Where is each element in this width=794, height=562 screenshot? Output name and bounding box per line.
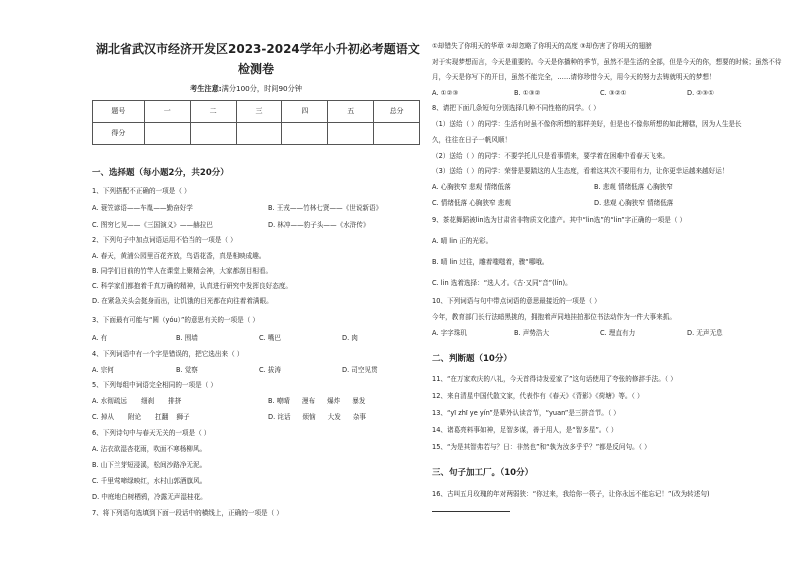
score-cell: 题号 <box>93 101 145 123</box>
q5-b-word: 爆炸 <box>327 397 341 405</box>
q6-option-b[interactable]: B. 山下兰芽短浸溪，松间沙路净无泥。 <box>92 461 207 469</box>
q3-option-c[interactable]: C. 嘴巴 <box>259 334 281 342</box>
section2-heading: 二、判断题（10分） <box>432 354 512 364</box>
q5-option-d[interactable] <box>268 413 366 421</box>
q4-option-d[interactable]: D. 司空见贯 <box>342 366 378 374</box>
q1-option-c[interactable]: C. 图穷匕见——《三国演义》——赫拉巴 <box>92 221 213 229</box>
score-table-header-row <box>93 101 420 123</box>
section3-heading: 三、句子加工厂。（10分） <box>432 468 534 478</box>
q5-b-word: B. 嘹晴 <box>268 397 290 405</box>
score-cell: 得分 <box>93 123 145 145</box>
q4-option-a[interactable]: A. 宗何 <box>92 366 114 374</box>
q8-sentence1-cont: 久，往往在日子一帆风顺！ <box>432 136 512 144</box>
q5-a-word: 排挤 <box>168 397 182 405</box>
q5-b-word: 暴发 <box>352 397 366 405</box>
q5-a-word: 细刹 <box>140 397 155 405</box>
score-cell: 总分 <box>374 101 420 123</box>
q5-option-a[interactable] <box>92 397 181 405</box>
q3-option-d[interactable]: D. 肉 <box>342 334 358 342</box>
score-cell: 五 <box>328 101 374 123</box>
judge-item[interactable]: 15、“为是其智弗若与？日：非然也”和“執为汝多乎乎？”都是反问句。（ ） <box>432 443 651 451</box>
q3-option-a[interactable]: A. 有 <box>92 334 108 342</box>
q3-stem: 3、下面最有可能与“圆（yóu）”的意思有关的一项是（ ） <box>92 316 259 324</box>
q5-c-word: C. 掉从 <box>92 413 114 421</box>
q5-b-word: 漫布 <box>301 397 316 405</box>
q8-option-c[interactable]: C. 情绪低落 心胸狭窄 悲观 <box>432 199 511 207</box>
q6-option-a[interactable]: A. 沾衣欲湿杏花雨，吹面不寒杨柳风。 <box>92 445 207 453</box>
q5-c-word: 附论 <box>127 413 142 421</box>
q7-option-c[interactable]: C. ③②① <box>600 89 627 97</box>
q6-option-d[interactable]: D. 中庭地白树栖鸦，冷露无声湿桂花。 <box>92 493 207 501</box>
score-input-cell[interactable] <box>190 123 236 145</box>
q2-stem: 2、下列句子中加点词语运用不恰当的一项是（ ） <box>92 236 237 244</box>
score-cell: 三 <box>236 101 282 123</box>
q8-sentence1: （1）送给（ ）的同学：生活有时虽不像你所想的那样美好，但是也不像你所想的如此糟糕，因为人生是长 <box>432 120 742 128</box>
q8-option-d[interactable]: D. 悲观 心胸狭窄 情绪低落 <box>594 199 674 207</box>
q8-sentence2: （2）送给（ ）的同学：不要学托儿只是看事情来，要学着在困难中看春天飞来。 <box>432 152 670 160</box>
q2-option-b[interactable]: B. 同学们目前的竹竿人在课堂上聚精会神，大家都刮目相看。 <box>92 267 273 275</box>
q5-option-b[interactable] <box>268 397 365 405</box>
notice-label: 考生注意: <box>190 84 222 93</box>
q9-stem: 9、茶花舞蹈被lin选为甘肃省非物质文化遗产。其中“lin选”的“lin”字正确的一项是（ ） <box>432 216 687 224</box>
score-table-score-row <box>93 123 420 145</box>
q8-stem: 8、请把下面几条短句分别选择几种不同性格的同学。（ ） <box>432 104 600 112</box>
q7-clauses: ①却错失了你明天的华章 ②却忽略了你明天的高度 ③却伤害了你明天的翅膀 <box>432 42 652 50</box>
q4-option-c[interactable]: C. 拔涛 <box>259 366 281 374</box>
q3-option-b[interactable]: B. 围墙 <box>176 334 198 342</box>
q1-option-d[interactable]: D. 林冲——豹子头——《水浒传》 <box>268 221 370 229</box>
score-input-cell[interactable] <box>282 123 328 145</box>
q1-option-a[interactable]: A. 蓑笠谚语——车胤——勤奋好学 <box>92 204 193 212</box>
q2-option-a[interactable]: A. 春天，黄浦公园里百花齐放，鸟语花香，真是相映成趣。 <box>92 252 266 260</box>
q5-d-word: 杂事 <box>352 413 367 421</box>
q8-sentence3: （3）送给（ ）的同学：荣誉是要踏这的人生态度，看着这其次不要用有力，让你更幸运越来越好运！ <box>432 167 729 175</box>
q2-option-d[interactable]: D. 在紧急关头会挺身而出，让饥饿的目光都在向往着着满眼。 <box>92 297 273 305</box>
exam-notice <box>190 84 302 93</box>
q5-option-c[interactable] <box>92 413 190 421</box>
q6-stem: 6、下列诗句中与春天无关的一项是（ ） <box>92 429 211 437</box>
score-input-cell[interactable] <box>236 123 282 145</box>
q5-c-word: 扛翻 <box>155 413 169 421</box>
q7-passage-line2: 月，今天是你写下的开目，虽然不能完全，……请你珍惜今天，用今天的努力去铸就明天的梦想！ <box>432 73 716 81</box>
judge-item[interactable]: 11、“在万家欢庆的八礼，今天首得诗发爱家了”这句话使用了夸张的修辞手法。（ ） <box>432 375 677 383</box>
q5-d-word: 大发 <box>327 413 341 421</box>
doc-title-line1: 湖北省武汉市经济开发区2023-2024学年小升初必考题语文 <box>96 42 420 56</box>
q7-option-a[interactable]: A. ①②③ <box>432 89 459 97</box>
q10-option-c[interactable]: C. 理直有力 <box>600 329 636 337</box>
score-input-cell[interactable] <box>328 123 374 145</box>
q7-option-b[interactable]: B. ①③② <box>514 89 541 97</box>
q8-option-a[interactable]: A. 心胸狭窄 悲观 情绪低落 <box>432 183 511 191</box>
q7-option-d[interactable]: D. ②③① <box>687 89 715 97</box>
q4-stem: 4、下列词语中有一个字是错误的，把它选出来（ ） <box>92 350 244 358</box>
score-cell: 一 <box>144 101 190 123</box>
q10-option-d[interactable]: D. 无声无息 <box>687 329 723 337</box>
judge-item[interactable]: 13、“yī zhī ye yín”是辈外认读音节，“yuan”是三拼音节。（ ） <box>432 409 620 417</box>
score-cell: 二 <box>190 101 236 123</box>
q9-option-b[interactable]: B. 晴 lin 过往，雕着嗤嗤着，骤“哪哦。 <box>432 258 549 266</box>
judge-item[interactable]: 14、诸葛亮料事如神，足智多谋，善于用人，是“智多星”。（ ） <box>432 426 618 434</box>
q5-c-word: 狮子 <box>176 413 190 421</box>
q7-passage-line1: 对于实现梦想而言，今天是重要的。今天是你播种的季节，虽然不是生活的全部，但是今天的你，想要的时候；虽然不待 <box>432 58 782 66</box>
q9-option-a[interactable]: A. 晴 lin 正的光彩。 <box>432 237 493 245</box>
q10-sentence: 今年，教育部门长行法暗黑挑的，拥抱着声同地挂拍那位书法动作为一件大事来抓。 <box>432 313 676 321</box>
q5-stem: 5、下列每组中词语完全相同的一项是（ ） <box>92 381 217 389</box>
q8-option-b[interactable]: B. 悲观 情绪低落 心胸狭窄 <box>594 183 673 191</box>
q16-answer-line[interactable] <box>432 511 510 512</box>
notice-text: 满分100分，时间90分钟 <box>221 84 302 93</box>
q10-option-a[interactable]: A. 字字珠玑 <box>432 329 467 337</box>
q1-stem: 1、下列搭配不正确的一项是（ ） <box>92 187 191 195</box>
score-input-cell[interactable] <box>374 123 420 145</box>
section1-heading: 一、选择题（每小题2分，共20分） <box>92 168 229 178</box>
score-cell: 四 <box>282 101 328 123</box>
q5-a-word: A. 水彻疏远 <box>92 397 127 405</box>
q4-option-b[interactable]: B. 觉察 <box>176 366 198 374</box>
judge-item[interactable]: 12、来自清星中国代散文家，代表作有《春天》《背影》《荷塘》等。（ ） <box>432 392 644 400</box>
q16-stem: 16、古叫五月玫瑰的年对两弱狭：“你过来，我给你一筷子，让你永远不能忘记！”(改为转述句) <box>432 490 710 498</box>
q1-option-b[interactable]: B. 王戎——竹林七贤——《世说新语》 <box>268 204 383 212</box>
score-table <box>92 100 420 145</box>
q6-option-c[interactable]: C. 千里莺啼绿映红，水村山郭酒旗风。 <box>92 477 207 485</box>
q5-d-word: D. 诧话 <box>268 413 291 421</box>
q2-option-c[interactable]: C. 科学家们都抱着千真万确的精神，认真进行研究中发挥良好态度。 <box>92 282 293 290</box>
q10-stem: 10、下列词语与句中带点词语的意思最接近的一项是（ ） <box>432 297 601 305</box>
q10-option-b[interactable]: B. 声势浩大 <box>514 329 550 337</box>
q7-stem: 7、将下列语句选填到下面一段话中的横线上，正确的一项是（ ） <box>92 509 283 517</box>
score-input-cell[interactable] <box>144 123 190 145</box>
doc-title-line2: 检测卷 <box>238 62 275 76</box>
q5-d-word: 烦恼 <box>302 413 316 421</box>
q9-option-c[interactable]: C. lin 选着选择：“选人才。《古·又同“音”(lín)。 <box>432 279 572 287</box>
